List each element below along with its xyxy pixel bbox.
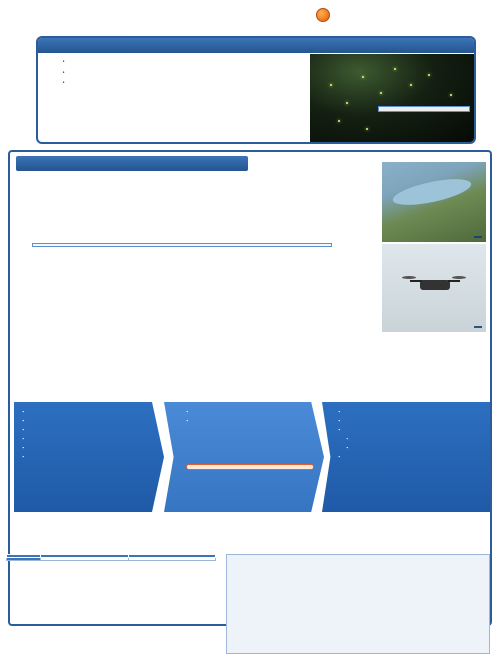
table-row (7, 558, 216, 561)
timeline-list (336, 408, 484, 462)
timeline-item (184, 417, 318, 426)
timeline-item (20, 408, 158, 417)
timeline-item (336, 408, 484, 417)
timeline-item (336, 417, 484, 426)
timeline-item (184, 408, 318, 417)
firefly-caption (378, 106, 470, 112)
timeline-list (184, 408, 318, 426)
flight-forms-box (226, 554, 490, 654)
drone-icon (420, 280, 450, 290)
topics-item (60, 57, 304, 68)
section-heading (16, 156, 248, 171)
newsletter-header (0, 0, 500, 30)
timeline-item (20, 435, 158, 444)
regulation-timeline (14, 402, 490, 512)
timeline-subitem (344, 435, 484, 444)
topics-heading (38, 38, 474, 53)
timeline-2016-2021 (164, 402, 324, 512)
timeline-2022 (322, 402, 490, 512)
timeline-2015 (14, 402, 164, 512)
topics-box (36, 36, 476, 144)
timeline-list (20, 408, 158, 462)
timeline-item (20, 453, 158, 462)
drone-definition (32, 243, 332, 247)
timeline-callout (186, 464, 314, 470)
drone-photo-caption (474, 326, 482, 328)
timeline-item (20, 426, 158, 435)
regulation-table (6, 554, 216, 561)
timeline-item (20, 417, 158, 426)
company-logo-icon (316, 8, 330, 22)
aerial-photo (382, 162, 486, 242)
aerial-caption (474, 236, 482, 238)
timeline-item (336, 426, 484, 435)
table-cell (128, 558, 216, 561)
drone-definition-block (18, 242, 374, 247)
table-cell (41, 558, 129, 561)
topics-item (60, 78, 304, 89)
timeline-item (336, 453, 484, 462)
drone-photo (382, 244, 486, 332)
table-row-label (7, 558, 41, 561)
topics-body (46, 57, 304, 89)
topics-item (60, 68, 304, 79)
timeline-item (20, 444, 158, 453)
timeline-subitem (344, 444, 484, 453)
company-name (316, 8, 333, 22)
topics-list (60, 57, 304, 89)
firefly-photo (310, 54, 474, 142)
